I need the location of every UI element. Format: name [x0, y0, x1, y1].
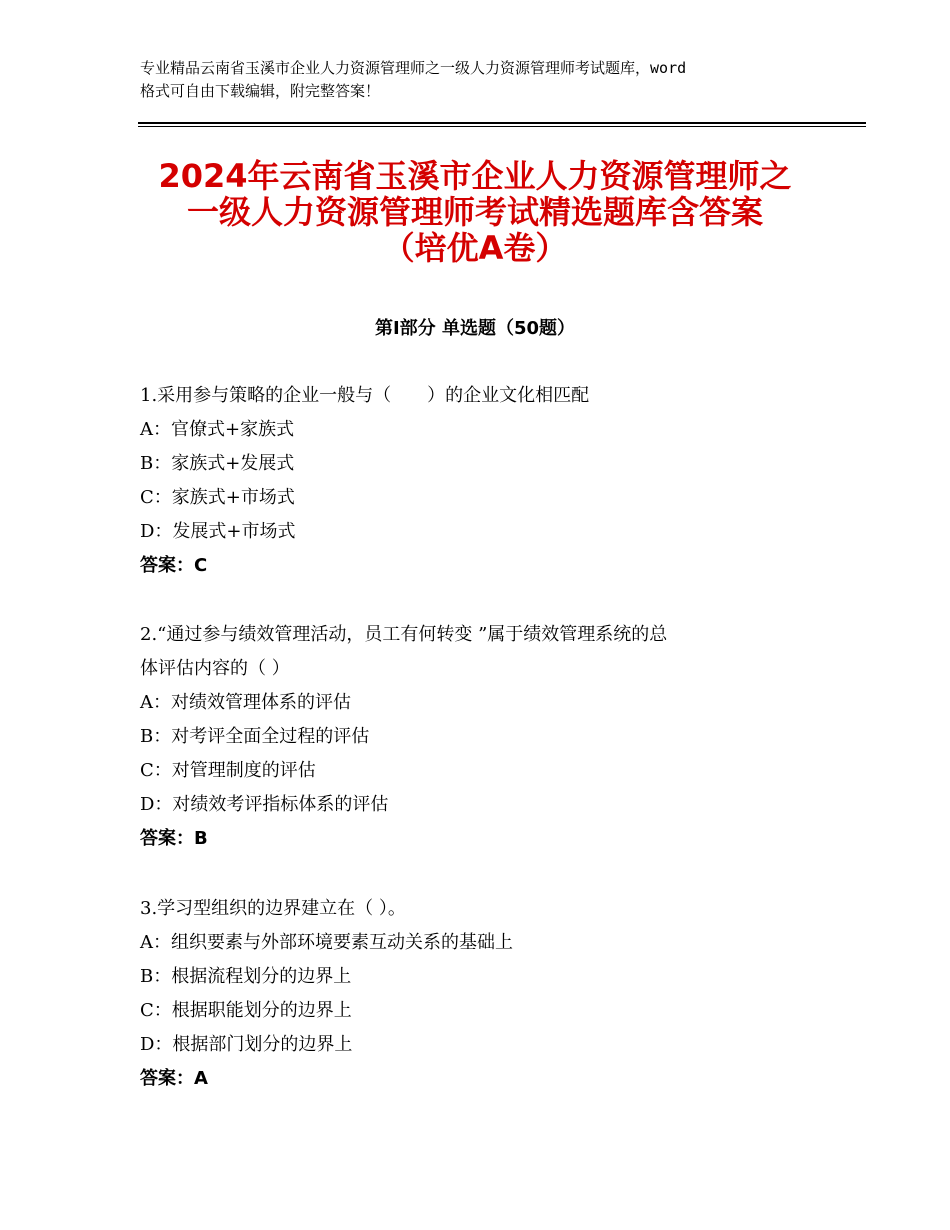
question-1 [140, 379, 820, 583]
document-title [100, 158, 850, 266]
question-2-option-c: C：对管理制度的评估 [140, 760, 316, 781]
header-divider-thick [138, 122, 866, 124]
question-1-option-b: B：家族式+发展式 [140, 453, 295, 474]
question-3-option-d: D：根据部门划分的边界上 [140, 1034, 353, 1055]
header-note-line-1: 专业精品云南省玉溪市企业人力资源管理师之一级人力资源管理师考试题库，word [140, 59, 687, 77]
header-divider-thin [138, 126, 866, 127]
question-2-option-d: D：对绩效考评指标体系的评估 [140, 794, 389, 815]
question-3-stem: 3.学习型组织的边界建立在（ ）。 [140, 898, 406, 919]
question-2-stem-line-1: 2.“通过参与绩效管理活动，员工有何转变 ”属于绩效管理系统的总 [140, 624, 668, 645]
section-title: 第Ⅰ部分 单选题（50题） [374, 318, 575, 339]
question-2-stem-line-2: 体评估内容的（ ） [140, 658, 290, 679]
document-title-line-1: 2024年云南省玉溪市企业人力资源管理师之 [158, 157, 792, 195]
question-2-option-b: B：对考评全面全过程的评估 [140, 726, 370, 747]
question-2-option-a: A：对绩效管理体系的评估 [140, 692, 351, 713]
header-note [140, 57, 830, 103]
document-title-line-2: 一级人力资源管理师考试精选题库含答案 [186, 193, 763, 231]
question-1-option-d: D：发展式+市场式 [140, 521, 296, 542]
question-3-option-a: A：组织要素与外部环境要素互动关系的基础上 [140, 932, 513, 953]
question-3-answer: 答案：A [140, 1068, 208, 1089]
question-3 [140, 892, 820, 1096]
question-1-stem: 1.采用参与策略的企业一般与（ ）的企业文化相匹配 [140, 385, 590, 406]
document-title-line-3: （培优A卷） [382, 229, 568, 267]
question-1-option-c: C：家族式+市场式 [140, 487, 295, 508]
question-2 [140, 618, 820, 856]
question-1-option-a: A：官僚式+家族式 [140, 419, 295, 440]
question-3-option-b: B：根据流程划分的边界上 [140, 966, 352, 987]
question-2-answer: 答案：B [140, 828, 208, 849]
question-1-answer: 答案：C [140, 555, 208, 576]
header-note-line-2: 格式可自由下载编辑，附完整答案！ [140, 82, 381, 100]
question-3-option-c: C：根据职能划分的边界上 [140, 1000, 352, 1021]
